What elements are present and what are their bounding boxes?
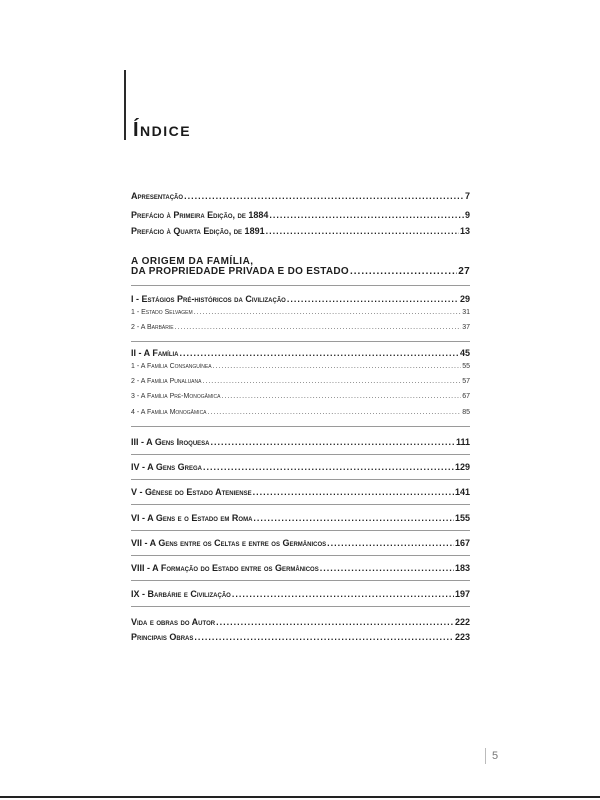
dot-leader [232,589,454,599]
dot-leader [320,563,454,573]
dot-leader [184,191,464,201]
dot-leader [211,437,455,447]
toc-entry-label: Principais Obras [131,632,194,642]
toc-entry-page: 223 [454,632,470,642]
book-heading-line2: DA PROPRIEDADE PRIVADA E DO ESTADO [131,266,349,277]
toc-entry-page: 155 [454,513,470,523]
toc-entry-page: 167 [454,538,470,548]
toc-subentry-label: 4 - A Família Monogâmica [131,409,207,416]
toc-entry-chapter-7[interactable] [131,538,470,548]
toc-entry-chapter-4[interactable] [131,462,470,472]
toc-subentry-page: 37 [462,324,470,331]
toc-entry-main-works[interactable] [131,632,470,642]
toc-entry-label: VI - A Gens e o Estado em Roma [131,513,253,523]
toc-entry-page: 13 [459,226,470,236]
toc-entry-label: III - A Gens Iroquesa [131,437,210,447]
dot-leader [327,538,454,548]
toc-entry-page: 141 [454,487,470,497]
dot-leader [202,378,461,385]
toc-entry-label: I - Estágios Pré-históricos da Civilização [131,294,286,304]
toc-entry-page: 222 [454,617,470,627]
dot-leader [208,409,462,416]
toc-subentry-page: 31 [462,309,470,316]
page-number: 5 [492,750,499,762]
toc-entry-label: Prefácio à Primeira Edição, de 1884 [131,210,269,220]
toc-entry-label: V - Gênese do Estado Ateniense [131,487,252,497]
section-divider [131,555,470,556]
section-divider [131,454,470,455]
toc-entry-label: VII - A Gens entre os Celtas e entre os Germânicos [131,538,327,548]
dot-leader [253,513,454,523]
section-divider [131,285,470,286]
toc-entry-label: Apresentação [131,191,184,201]
toc-entry-page: 29 [459,294,470,304]
footer-divider [485,748,486,764]
toc-subentry-label: 2 - A Família Punaluana [131,378,202,385]
toc-entry-chapter-8[interactable] [131,563,470,573]
toc-subentry-page: 85 [462,409,470,416]
toc-subentry-label: 2 - A Barbárie [131,324,174,331]
toc-entry-page: 45 [459,348,470,358]
section-divider [131,530,470,531]
toc-subentry[interactable] [131,324,470,331]
book-heading-line1: A ORIGEM DA FAMÍLIA, [131,256,254,267]
dot-leader [213,363,462,370]
toc-entry-label: VIII - A Formação do Estado entre os Germânicos [131,563,319,573]
toc-subentry-label: 1 - A Família Consanguínea [131,363,212,370]
toc-entry-author-life[interactable] [131,617,470,627]
toc-subentry-label: 3 - A Família Pré-Monogâmica [131,393,221,400]
toc-entry-chapter-1[interactable] [131,294,470,304]
toc-entry-chapter-9[interactable] [131,589,470,599]
toc-entry-page: 197 [454,589,470,599]
toc-entry-chapter-2[interactable] [131,348,470,358]
section-divider [131,504,470,505]
dot-leader [269,210,464,220]
dot-leader [194,632,454,642]
toc-entry-page: 9 [464,210,470,220]
toc-entry-page: 129 [454,462,470,472]
toc-entry-chapter-6[interactable] [131,513,470,523]
section-divider [131,580,470,581]
toc-subentry-page: 55 [462,363,470,370]
section-divider [131,479,470,480]
dot-leader [350,266,457,277]
bottom-edge-line [0,796,600,798]
toc-subentry[interactable] [131,309,470,316]
toc-subentry-page: 57 [462,378,470,385]
toc-subentry[interactable] [131,363,470,370]
toc-entry-book-heading[interactable] [131,266,470,277]
toc-subentry[interactable] [131,378,470,385]
page-title: Índice [133,119,192,141]
section-divider [131,606,470,607]
dot-leader [287,294,459,304]
dot-leader [221,393,461,400]
toc-entry-preface-fourth[interactable] [131,226,470,236]
toc-entry-label: IX - Barbárie e Civilização [131,589,231,599]
toc-entry-chapter-3[interactable] [131,437,470,447]
dot-leader [266,226,459,236]
toc-entry-label: IV - A Gens Grega [131,462,203,472]
dot-leader [194,309,462,316]
toc-entry-label: Vida e obras do Autor [131,617,216,627]
section-divider [131,426,470,427]
dot-leader [203,462,454,472]
dot-leader [253,487,454,497]
toc-entry-label: II - A Família [131,348,179,358]
toc-subentry-page: 67 [462,393,470,400]
toc-entry-chapter-5[interactable] [131,487,470,497]
toc-entry-label: Prefácio à Quarta Edição, de 1891 [131,226,265,236]
dot-leader [216,617,454,627]
toc-entry-preface-first[interactable] [131,210,470,220]
toc-entry-page: 183 [454,563,470,573]
toc-subentry[interactable] [131,409,470,416]
toc-subentry[interactable] [131,393,470,400]
toc-subentry-label: 1 - Estado Selvagem [131,309,193,316]
toc-entry-page: 111 [455,437,470,447]
dot-leader [175,324,462,331]
toc-entry-page: 27 [458,266,470,277]
title-accent-bar [124,70,126,140]
dot-leader [180,348,459,358]
toc-entry-presentation[interactable] [131,191,470,201]
section-divider [131,341,470,342]
toc-entry-page: 7 [464,191,470,201]
